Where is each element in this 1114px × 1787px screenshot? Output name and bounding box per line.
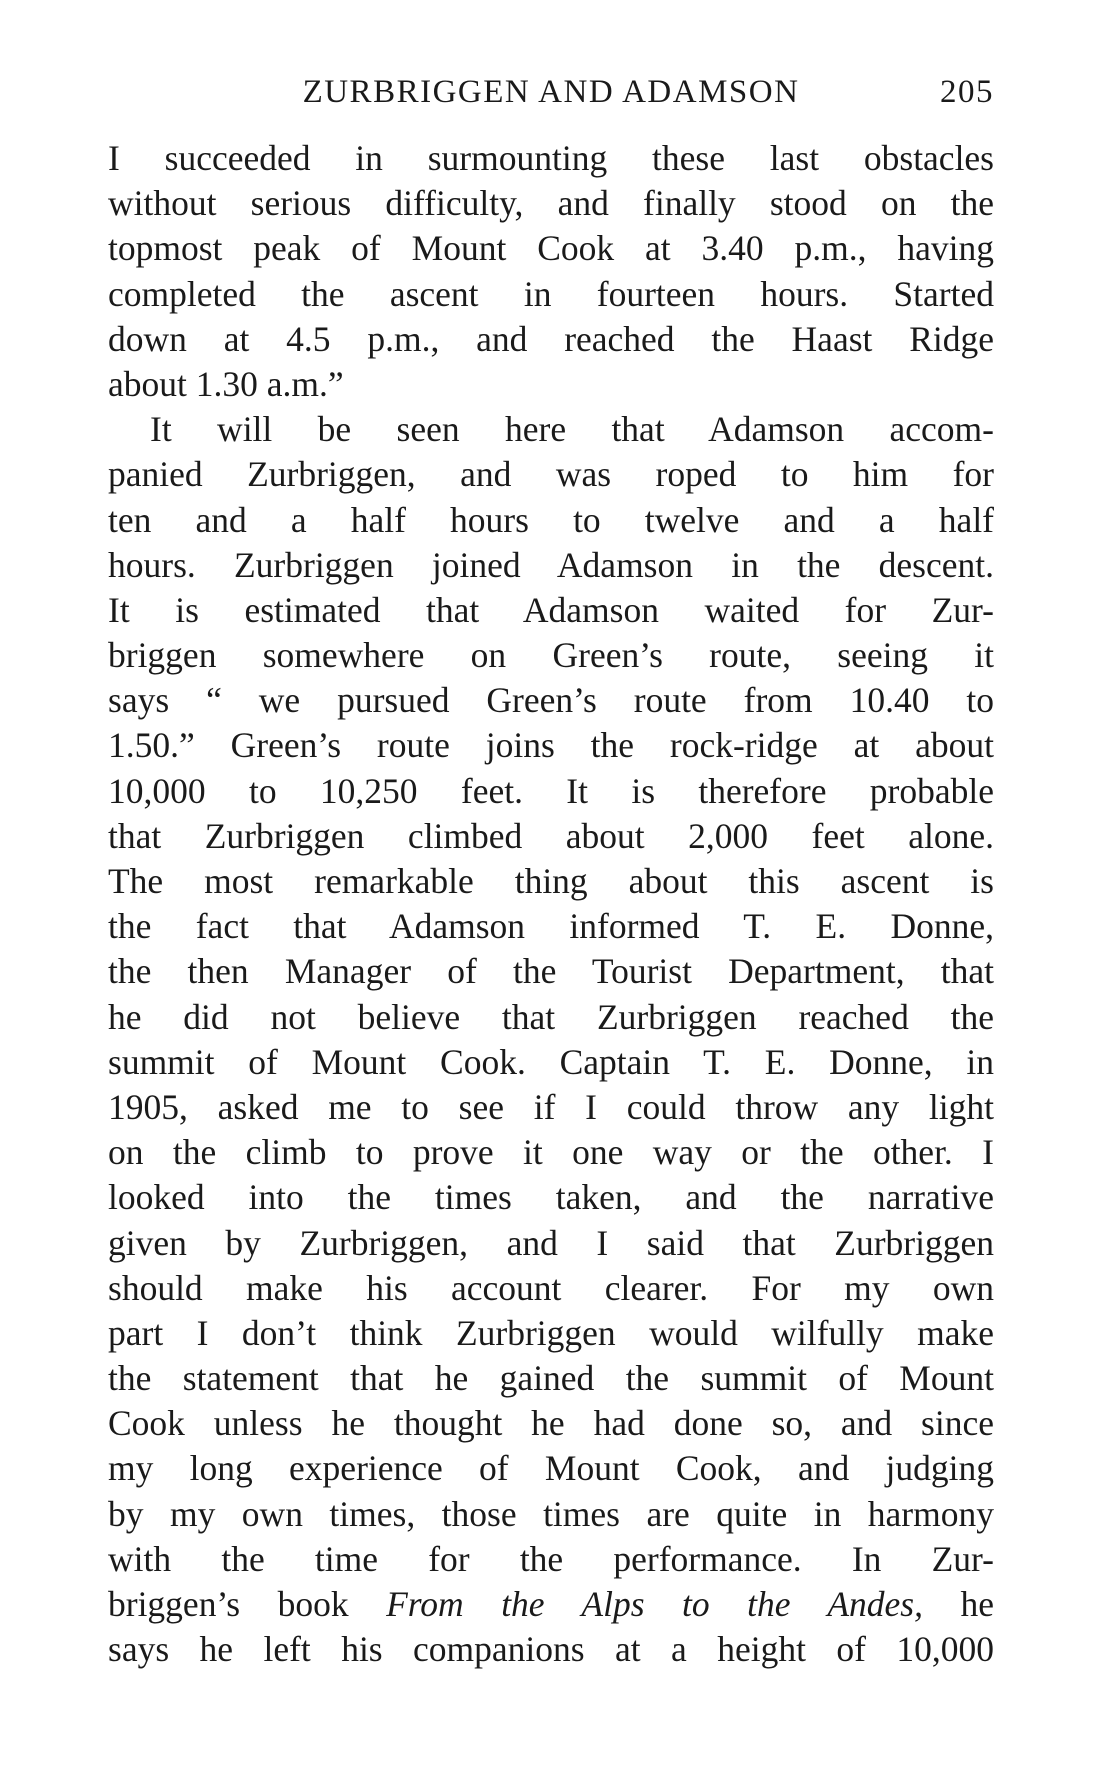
running-title: ZURBRIGGEN AND ADAMSON bbox=[302, 74, 800, 110]
text-fragment: he bbox=[923, 1584, 995, 1624]
text-line: says he left his companions at a height of 10,000 bbox=[108, 1629, 994, 1670]
text-line: part I don’t think Zurbriggen would wilfully make bbox=[108, 1312, 994, 1353]
text-line: without serious difficulty, and finally stood on the bbox=[108, 183, 994, 224]
book-title: From the Alps to the Andes, bbox=[386, 1584, 923, 1624]
text-line: It will be seen here that Adamson accom- bbox=[150, 409, 994, 450]
text-line: hours. Zurbriggen joined Adamson in the descent. bbox=[108, 544, 994, 585]
text-line: with the time for the performance. In Zur- bbox=[108, 1538, 994, 1579]
text-line-with-book-title bbox=[108, 1582, 994, 1627]
text-line: the fact that Adamson informed T. E. Donne, bbox=[108, 906, 994, 947]
text-line: 1905, asked me to see if I could throw any light bbox=[108, 1086, 994, 1127]
running-head bbox=[108, 74, 994, 120]
text-line: ten and a half hours to twelve and a half bbox=[108, 499, 994, 540]
text-line: says “ we pursued Green’s route from 10.40 to bbox=[108, 680, 994, 721]
text-line: my long experience of Mount Cook, and judging bbox=[108, 1448, 994, 1489]
text-line: on the climb to prove it one way or the other. I bbox=[108, 1132, 994, 1173]
text-line: topmost peak of Mount Cook at 3.40 p.m., having bbox=[108, 228, 994, 269]
text-line: about 1.30 a.m.” bbox=[108, 363, 344, 404]
text-line: Cook unless he thought he had done so, and since bbox=[108, 1403, 994, 1444]
page-number: 205 bbox=[940, 74, 994, 110]
text-line: given by Zurbriggen, and I said that Zurbriggen bbox=[108, 1222, 994, 1263]
text-line: I succeeded in surmounting these last obstacles bbox=[108, 138, 994, 178]
text-line: briggen somewhere on Green’s route, seeing it bbox=[108, 635, 994, 676]
text-line: 1.50.” Green’s route joins the rock-ridge at about bbox=[108, 725, 994, 766]
text-line: It is estimated that Adamson waited for Zur- bbox=[108, 589, 994, 630]
text-line: looked into the times taken, and the narrative bbox=[108, 1177, 994, 1218]
text-line: that Zurbriggen climbed about 2,000 feet alone. bbox=[108, 815, 994, 856]
text-line: down at 4.5 p.m., and reached the Haast Ridge bbox=[108, 318, 994, 359]
text-line: panied Zurbriggen, and was roped to him for bbox=[108, 454, 994, 495]
text-line: should make his account clearer. For my own bbox=[108, 1267, 994, 1308]
text-line: by my own times, those times are quite in harmony bbox=[108, 1493, 994, 1534]
body-text bbox=[108, 136, 994, 1672]
text-fragment: briggen’s book bbox=[108, 1584, 387, 1624]
text-line: The most remarkable thing about this ascent is bbox=[108, 861, 994, 901]
text-line: summit of Mount Cook. Captain T. E. Donne, in bbox=[108, 1041, 994, 1082]
text-line: the statement that he gained the summit of Mount bbox=[108, 1358, 994, 1399]
text-line: he did not believe that Zurbriggen reached the bbox=[108, 996, 994, 1037]
text-line: 10,000 to 10,250 feet. It is therefore probable bbox=[108, 770, 994, 811]
text-line: completed the ascent in fourteen hours. Started bbox=[108, 273, 994, 314]
text-line: the then Manager of the Tourist Department, that bbox=[108, 951, 994, 992]
